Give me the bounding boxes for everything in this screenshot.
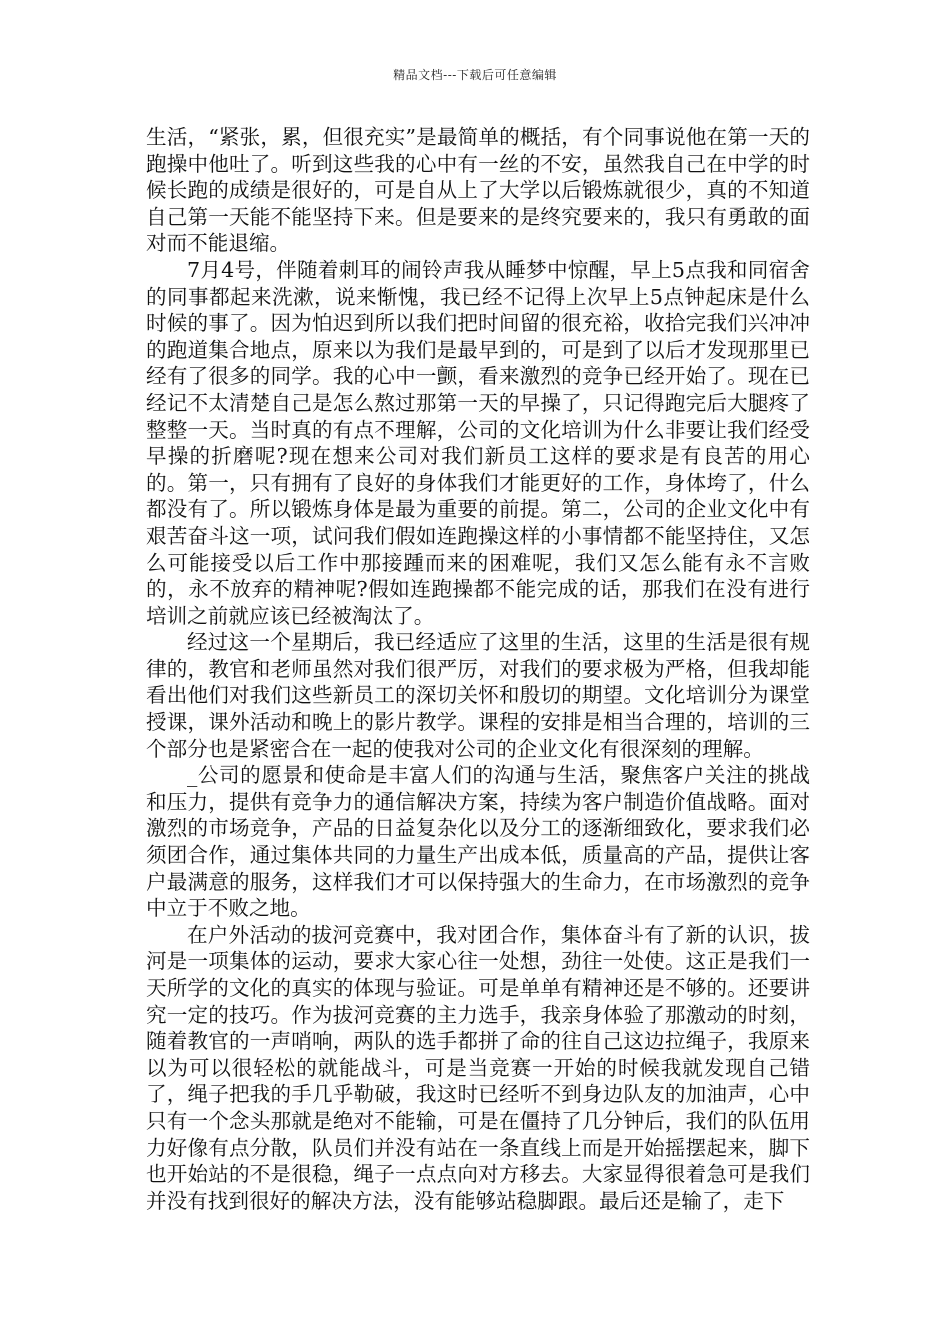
paragraph-5: 在户外活动的拔河竞赛中，我对团合作，集体奋斗有了新的认识，拔河是一项集体的运动，要求大家心往一处想，劲往一处使。这正是我们一天所学的文化的真实的体现与验证。可是单单有精神还是不够的。还要讲究一定的技巧。作为拔河竞赛的主力选手，我亲身体验了那激动的时刻，随着教官的一声哨响，两队的选手都拼了命的往自己这边拉绳子，我原来以为可以很轻松的就能战斗，可是当竞赛一开始的时候我就发现自己错了，绳子把我的手几乎勒破，我这时已经听不到身边队友的加油声，心中只有一个念头那就是绝对不能输，可是在僵持了几分钟后，我们的队伍用力好像有点分散，队员们并没有站在一条直线上而是开始摇摆起来，脚下也开始站的不是很稳，绳子一点点向对方移去。大家显得很着急可是我们并没有找到很好的解决方法，没有能够站稳脚跟。最后还是输了，走下 — [146, 922, 810, 1213]
document-body — [146, 124, 810, 1214]
paragraph-3: 经过这一个星期后，我已经适应了这里的生活，这里的生活是很有规律的，教官和老师虽然对我们很严厉，对我们的要求极为严格，但我却能看出他们对我们这些新员工的深切关怀和殷切的期望。文化培训分为课堂授课，课外活动和晚上的影片教学。课程的安排是相当合理的，培训的三个部分也是紧密合在一起的使我对公司的企业文化有很深刻的理解。 — [146, 630, 810, 761]
paragraph-2: 7月4号，伴随着刺耳的闹铃声我从睡梦中惊醒，早上5点我和同宿舍的同事都起来洗漱，说来惭愧，我已经不记得上次早上5点钟起床是什么时候的事了。因为怕迟到所以我们把时间留的很充裕，收拾完我们兴冲冲的跑道集合地点，原来以为我们是最早到的，可是到了以后才发现那里已经有了很多的同学。我的心中一颤，看来激烈的竞争已经开始了。现在已经记不太清楚自己是怎么熬过那第一天的早操了，只记得跑完后大腿疼了整整一天。当时真的有点不理解，公司的文化培训为什么非要让我们经受早操的折磨呢?现在想来公司对我们新员工这样的要求是有良苦的用心的。第一，只有拥有了良好的身体我们才能更好的工作，身体垮了，什么都没有了。所以锻炼身体是最为重要的前提。第二，公司的企业文化中有艰苦奋斗这一项，试问我们假如连跑操这样的小事情都不能坚持住，又怎么可能接受以后工作中那接踵而来的困难呢，我们又怎么能有永不言败的，永不放弃的精神呢?假如连跑操都不能完成的话，那我们在没有进行培训之前就应该已经被淘汰了。 — [146, 257, 810, 628]
paragraph-4: _公司的愿景和使命是丰富人们的沟通与生活，聚焦客户关注的挑战和压力，提供有竞争力的通信解决方案，持续为客户制造价值战略。面对激烈的市场竞争，产品的日益复杂化以及分工的逐渐细致化，要求我们必须团合作，通过集体共同的力量生产出成本低，质量高的产品，提供让客户最满意的服务，这样我们才可以保持强大的生命力，在市场激烈的竞争中立于不败之地。 — [146, 763, 810, 921]
paragraph-1: 生活，“紧张，累，但很充实”是最简单的概括，有个同事说他在第一天的跑操中他吐了。听到这些我的心中有一丝的不安，虽然我自己在中学的时候长跑的成绩是很好的，可是自从上了大学以后锻炼就很少，真的不知道自己第一天能不能坚持下来。但是要来的是终究要来的，我只有勇敢的面对而不能退缩。 — [146, 125, 810, 256]
page-header: 精品文档---下载后可任意编辑 — [393, 68, 557, 82]
